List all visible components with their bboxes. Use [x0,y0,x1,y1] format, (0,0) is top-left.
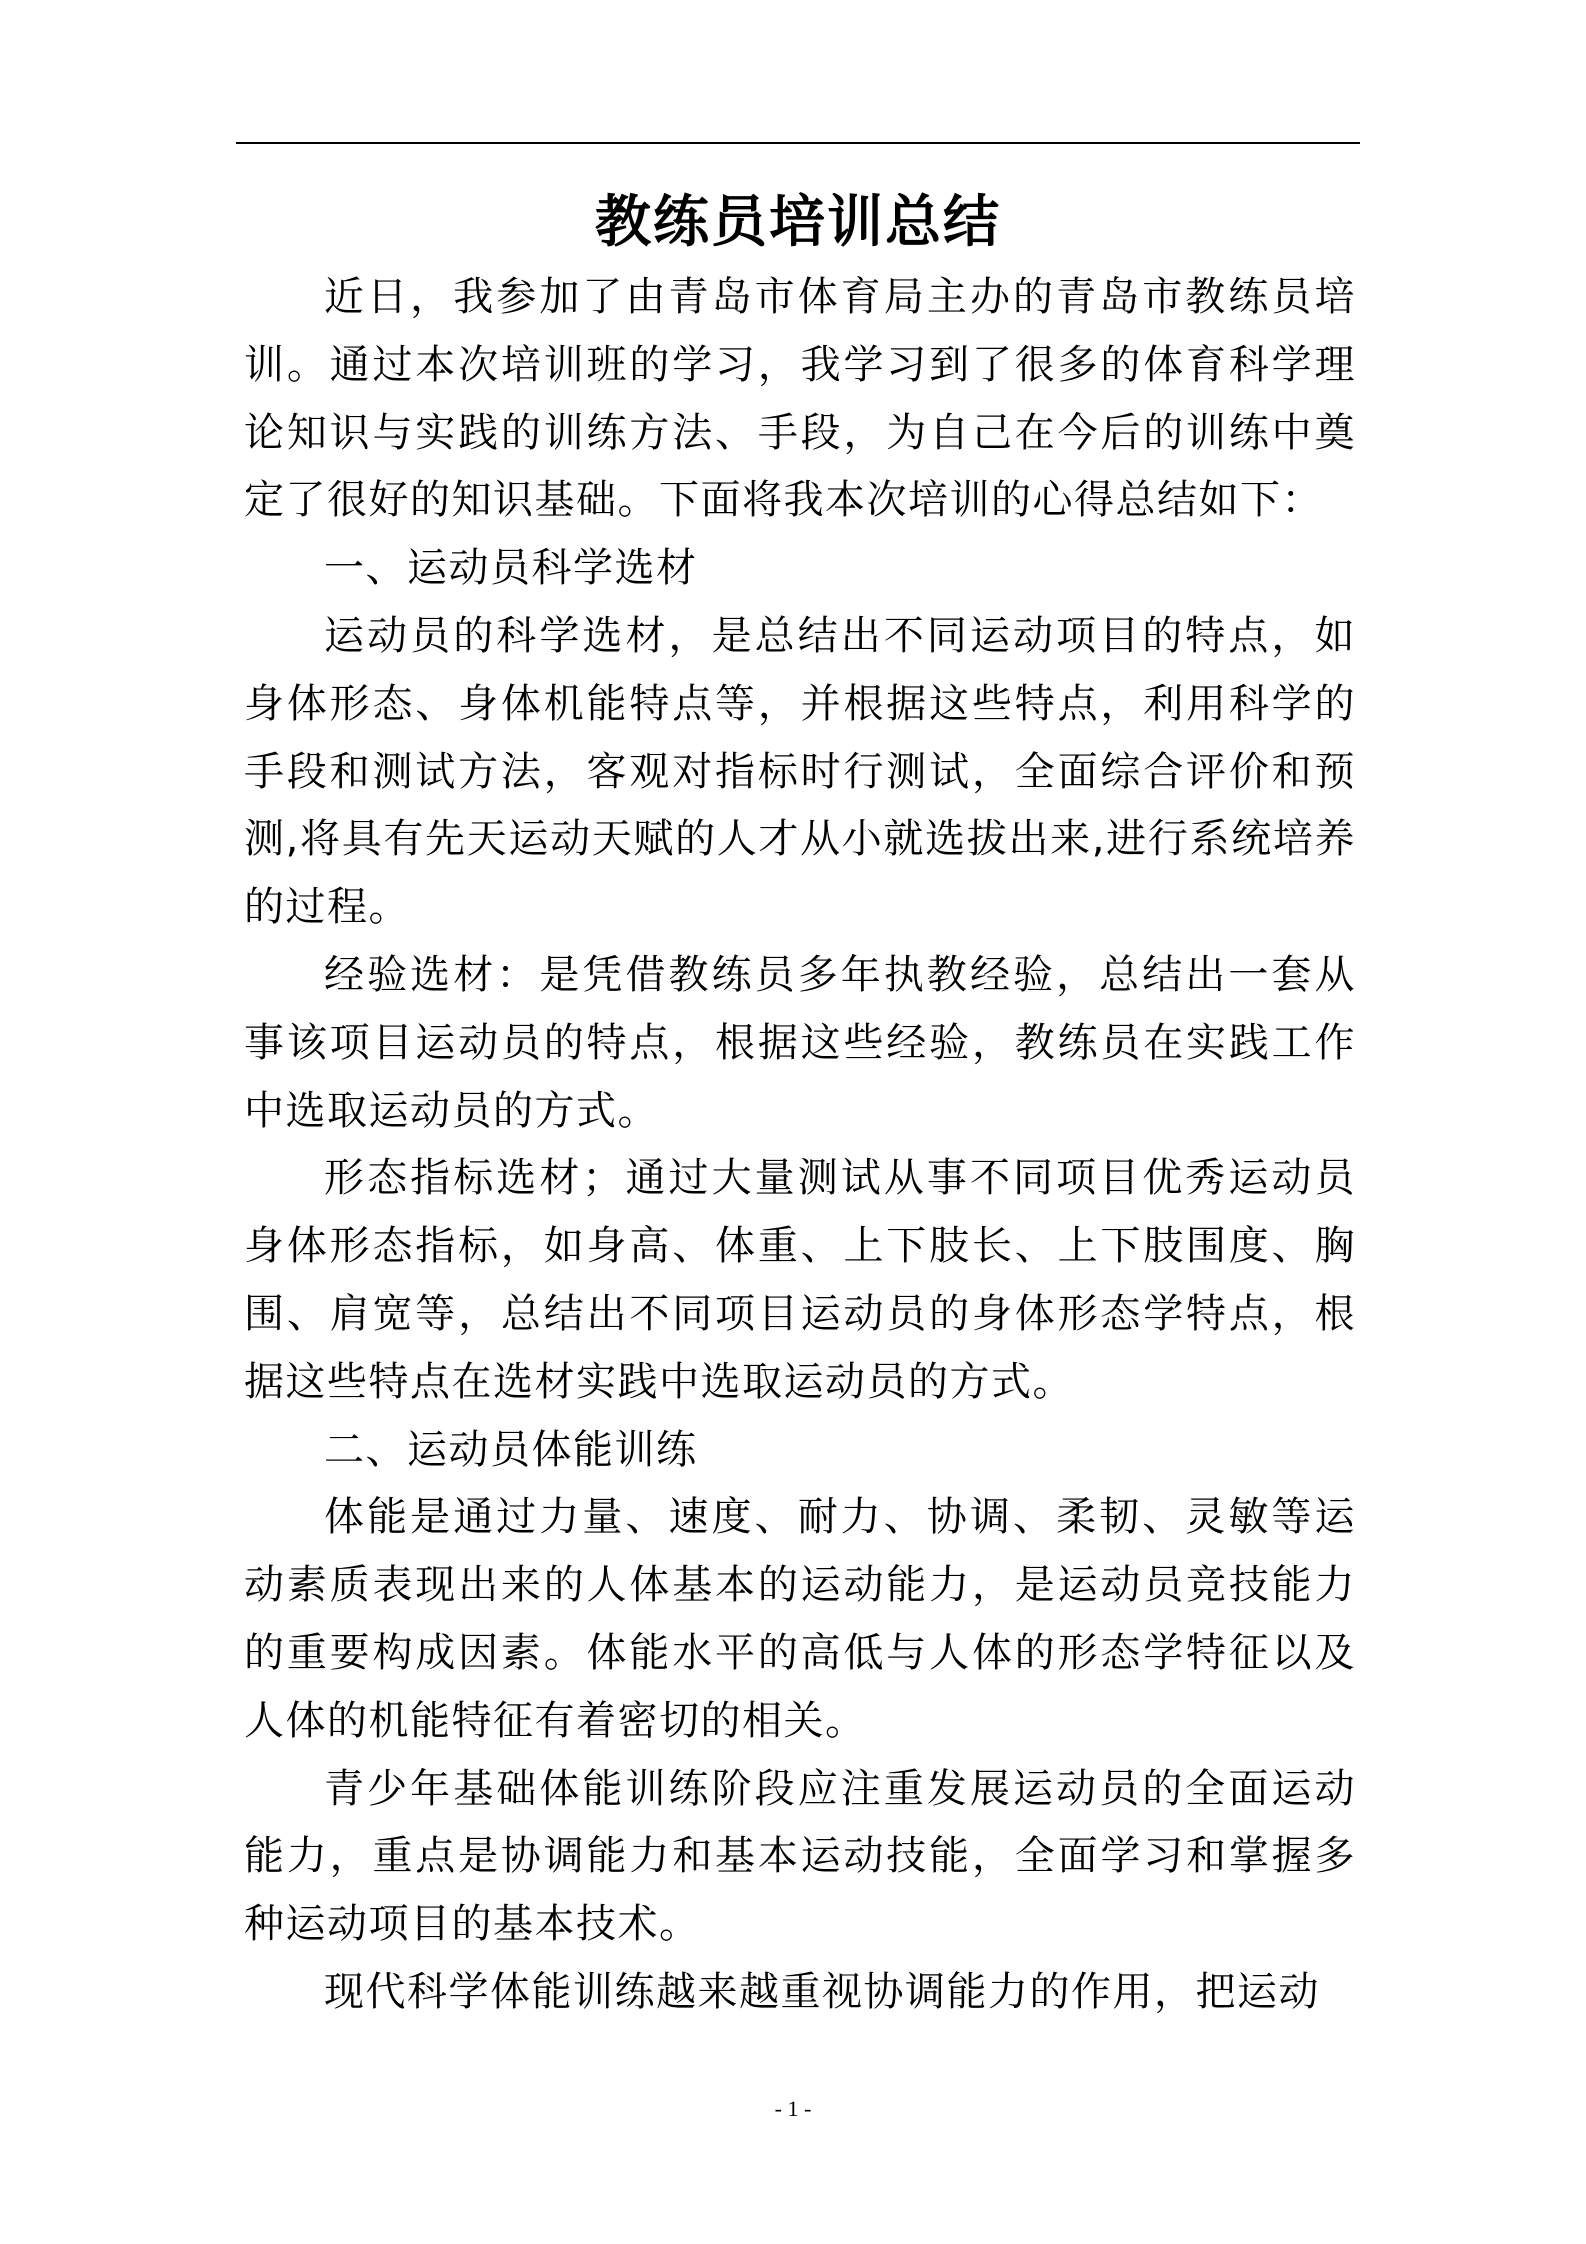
section-heading-1: 一、运动员科学选材 [324,545,698,592]
paragraph: 青少年基础体能训练阶段应注重发展运动员的全面运动能力，重点是协调能力和基本运动技能，全面学习和掌握多种运动项目的基本技术。 [244,1765,1356,1948]
paragraph: 现代科学体能训练越来越重视协调能力的作用，把运动 [324,1968,1320,2015]
header-rule [236,142,1360,144]
document-body [244,264,1356,2027]
paragraph: 经验选材：是凭借教练员多年执教经验，总结出一套从事该项目运动员的特点，根据这些经验，教练员在实践工作中选取运动员的方式。 [244,951,1356,1134]
page-number: - 1 - [774,2096,812,2121]
paragraph: 体能是通过力量、速度、耐力、协调、柔韧、灵敏等运动素质表现出来的人体基本的运动能力，是运动员竞技能力的重要构成因素。体能水平的高低与人体的形态学特征以及人体的机能特征有着密切的相关。 [244,1494,1356,1744]
paragraph: 形态指标选材；通过大量测试从事不同项目优秀运动员身体形态指标，如身高、体重、上下肢长、上下肢围度、胸围、肩宽等，总结出不同项目运动员的身体形态学特点，根据这些特点在选材实践中选取运动员的方式。 [244,1155,1356,1405]
paragraph: 运动员的科学选材，是总结出不同运动项目的特点，如身体形态、身体机能特点等，并根据这些特点，利用科学的手段和测试方法，客观对指标时行测试，全面综合评价和预测,将具有先天运动天赋的人才从小就选拔出来,进行系统培养的过程。 [244,612,1356,931]
section-heading-2: 二、运动员体能训练 [324,1426,698,1473]
paragraph-intro: 近日，我参加了由青岛市体育局主办的青岛市教练员培训。通过本次培训班的学习，我学习到了很多的体育科学理论知识与实践的训练方法、手段，为自己在今后的训练中奠定了很好的知识基础。下面将我本次培训的心得总结如下： [244,274,1356,524]
document-title: 教练员培训总结 [595,190,1001,255]
